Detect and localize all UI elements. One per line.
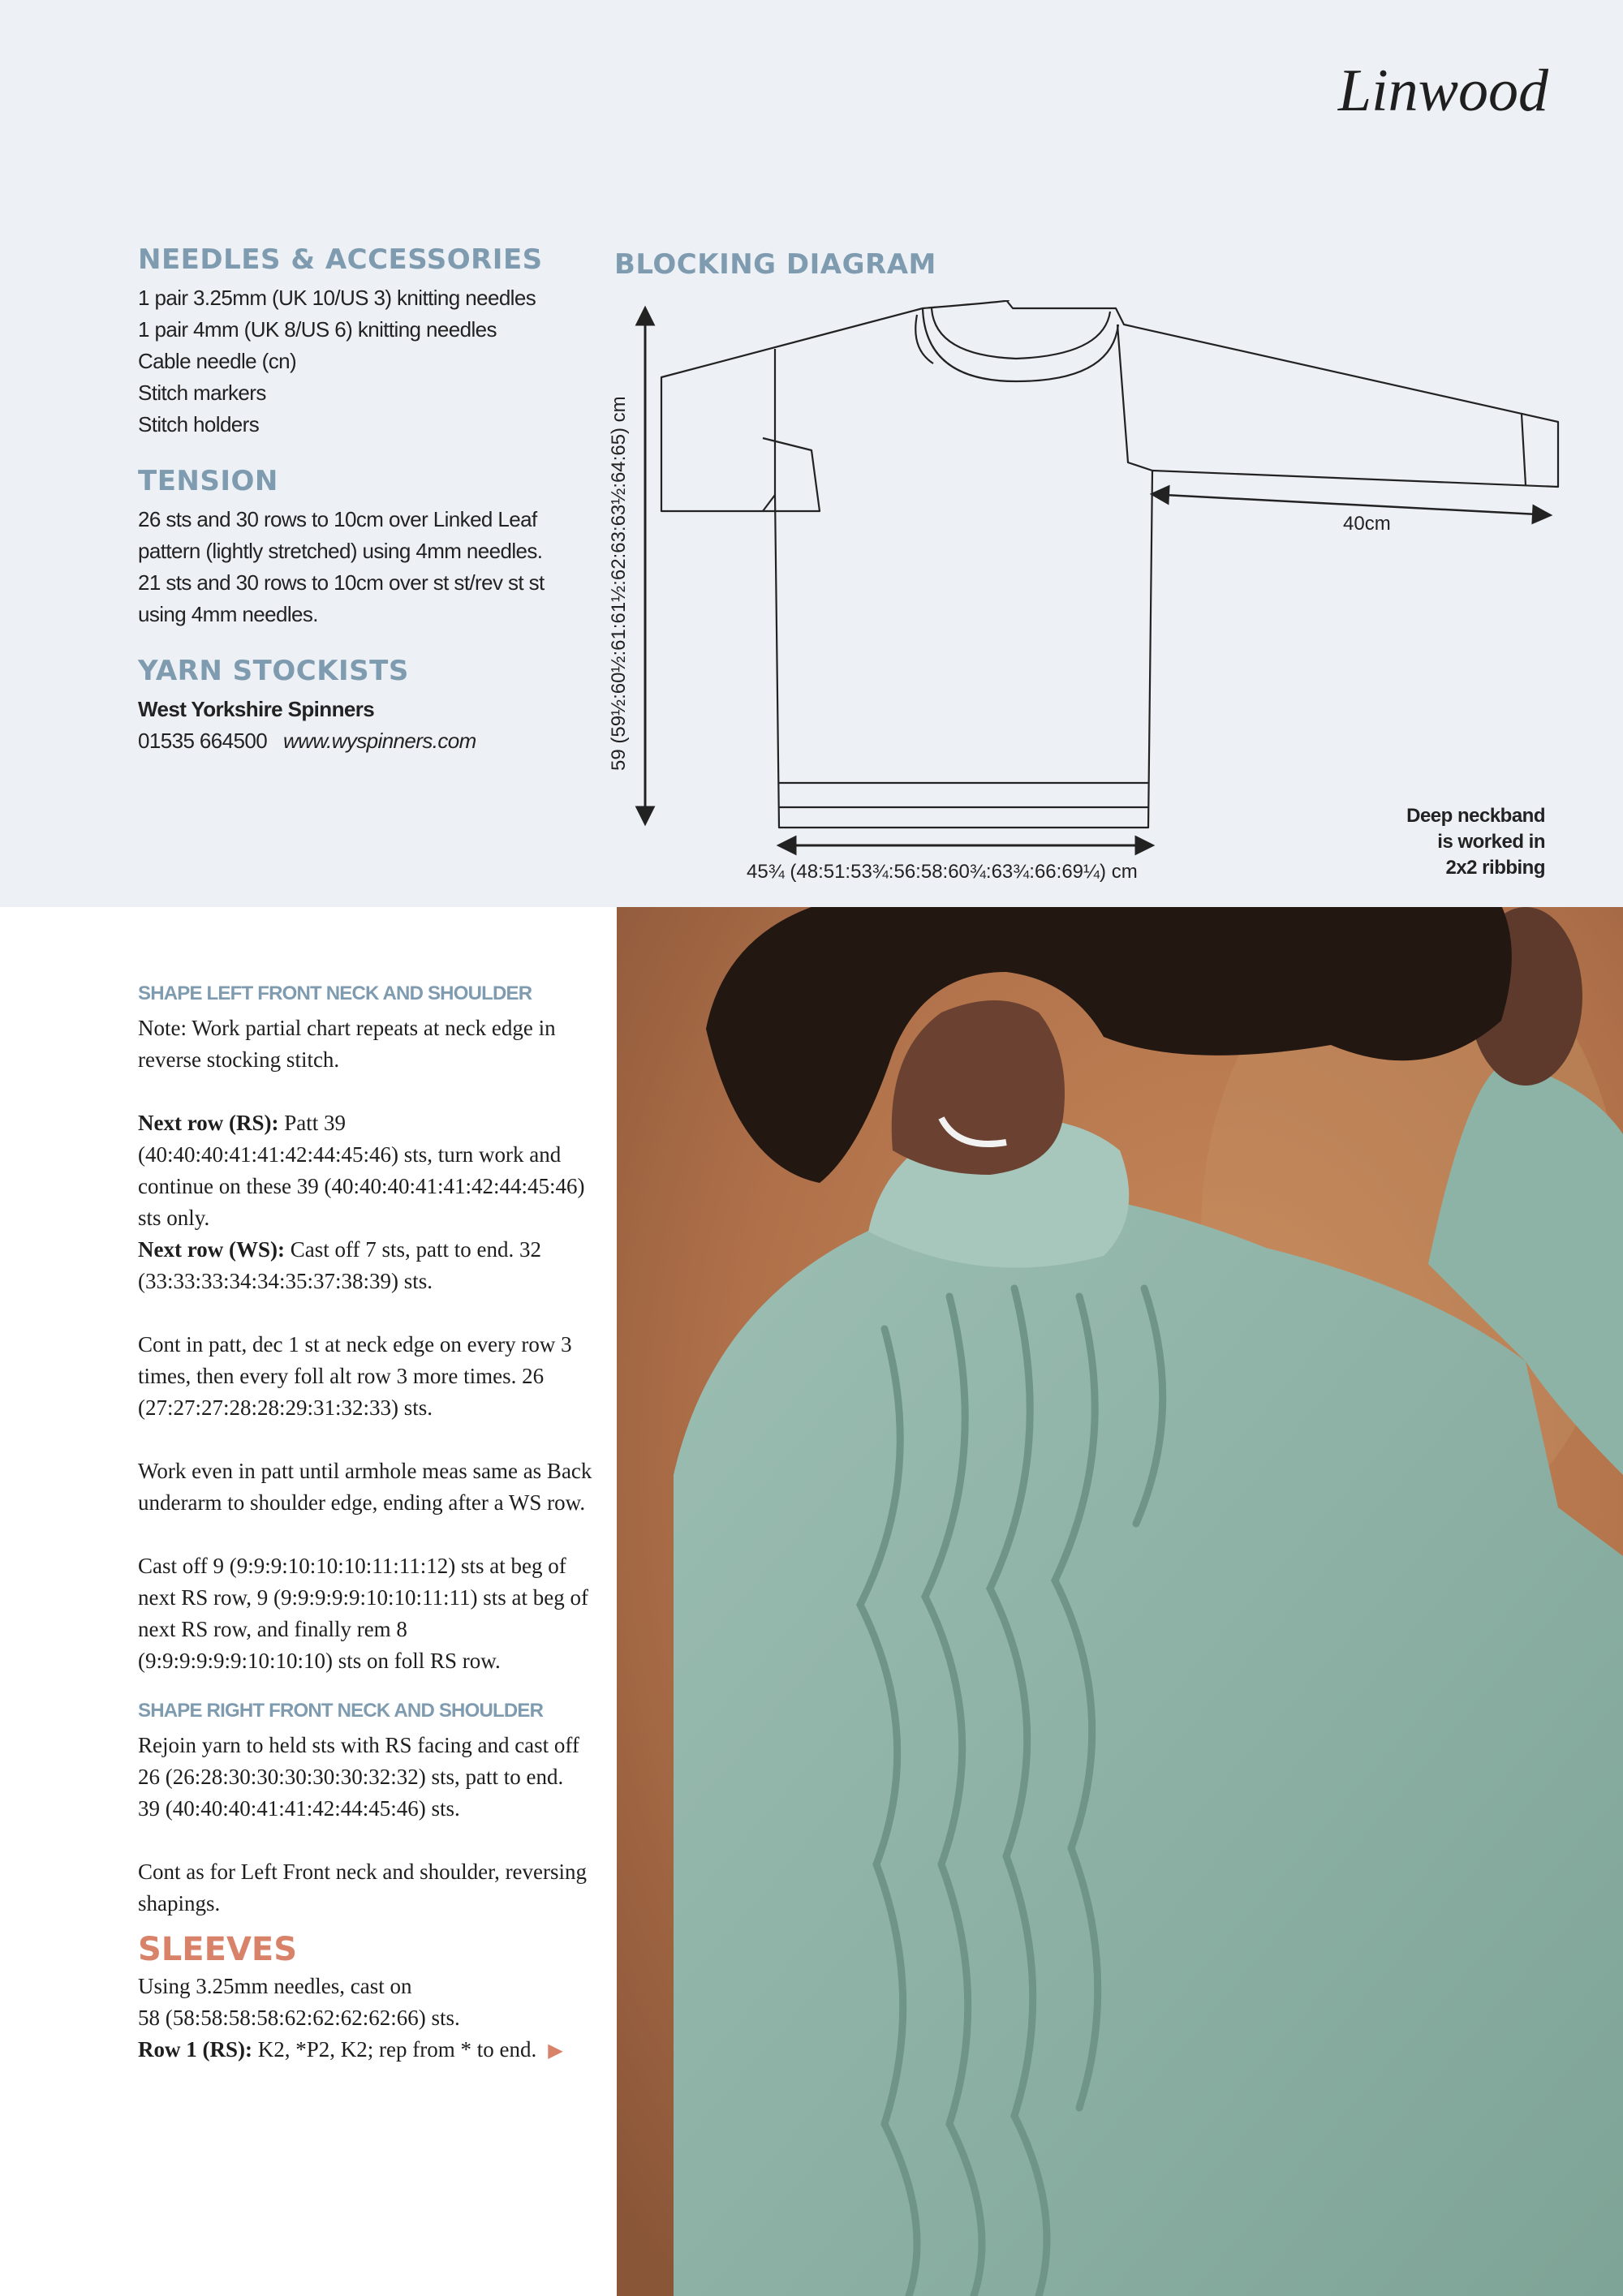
needles-item: Stitch holders: [138, 412, 260, 436]
needles-list: [138, 282, 592, 441]
next-row-rs-text: Patt 39 (40:40:40:41:41:42:44:45:46) sts, turn work and continue on these 39 (40:40:40:41:41:42:44:45:46) sts only.: [138, 1111, 585, 1230]
next-row-ws-text: Cast off 7 sts, patt to end. 32 (33:33:33:34:34:35:37:38:39) sts.: [138, 1237, 541, 1293]
row-1: [138, 2034, 592, 2067]
next-row-rs: [138, 1107, 592, 1234]
row-1-label: Row 1 (RS):: [138, 2037, 252, 2062]
next-row-ws: [138, 1234, 592, 1297]
stockist-contact: [138, 725, 592, 757]
pattern-paragraph: Cont in patt, dec 1 st at neck edge on every row 3 times, then every foll alt row 3 more times. 26 (27:27:27:28:28:29:31:32:33) sts.: [138, 1332, 572, 1420]
next-row-ws-label: Next row (WS):: [138, 1237, 285, 1262]
row-1-text: K2, *P2, K2; rep from * to end.: [252, 2037, 537, 2062]
arrow-head: [637, 308, 653, 325]
sweater-outline: [661, 300, 1558, 828]
neckline-inner: [932, 308, 1110, 359]
info-column: [138, 243, 592, 781]
pattern-paragraph: 39 (40:40:40:41:41:42:44:45:46) sts.: [138, 1796, 460, 1821]
neckband-outline: [923, 308, 1118, 381]
stockist-name: West Yorkshire Spinners: [138, 697, 375, 721]
stockist-phone: 01535 664500: [138, 729, 268, 753]
pattern-paragraph: 58 (58:58:58:58:62:62:62:62:66) sts.: [138, 2006, 460, 2030]
right-armhole: [1117, 325, 1152, 471]
pattern-paragraph: Cast off 9 (9:9:9:10:10:10:11:11:12) sts at beg of next RS row, 9 (9:9:9:9:9:10:10:11:11) sts at beg of next RS row, and finally rem 8 (9:9:9:9:9:9:10:10:10) sts on foll RS row.: [138, 1554, 588, 1673]
pattern-paragraph: Cont as for Left Front neck and shoulder, reversing shapings.: [138, 1860, 588, 1915]
pattern-note: Note: Work partial chart repeats at neck edge in reverse stocking stitch.: [138, 1016, 556, 1072]
left-neck-heading: SHAPE LEFT FRONT NECK AND SHOULDER: [138, 982, 532, 1004]
sweater-body: [661, 300, 1558, 828]
continue-arrow-icon: ▶: [548, 2040, 563, 2062]
neckband-note-line: is worked in: [1437, 831, 1545, 853]
arrow-head: [1136, 837, 1152, 853]
page-title: Linwood: [1337, 58, 1548, 124]
arrow-head: [1152, 487, 1169, 503]
diagram-heading: BLOCKING DIAGRAM: [614, 248, 936, 281]
length-label: 59 (59½:60½:61:61½:62:63:63½:64:65) cm: [608, 396, 630, 771]
neckband-note-line: Deep neckband: [1406, 805, 1545, 827]
needles-item: Stitch markers: [138, 381, 266, 405]
right-neck-heading: SHAPE RIGHT FRONT NECK AND SHOULDER: [138, 1700, 544, 1722]
stockist-web-link[interactable]: www.wyspinners.com: [282, 729, 476, 753]
sleeve-length-label: 40cm: [1343, 513, 1391, 535]
neckband-note: [1406, 803, 1545, 881]
arrow-head: [779, 837, 795, 853]
tension-heading: TENSION: [138, 465, 278, 497]
needles-heading: NEEDLES & ACCESSORIES: [138, 243, 543, 276]
pattern-paragraph: Rejoin yarn to held sts with RS facing and cast off 26 (26:28:30:30:30:30:30:32:32) sts, patt to end.: [138, 1733, 579, 1789]
sleeves-heading: SLEEVES: [138, 1931, 298, 1968]
next-row-rs-label: Next row (RS):: [138, 1111, 279, 1135]
stockists-heading: YARN STOCKISTS: [138, 655, 409, 687]
width-label: 45¾ (48:51:53¾:56:58:60¾:63¾:66:69¼) cm: [747, 861, 1138, 883]
pattern-column: [138, 978, 592, 2067]
sweater: [674, 1191, 1623, 2296]
tension-line: 26 sts and 30 rows to 10cm over Linked Leaf pattern (lightly stretched) using 4mm needles.: [138, 507, 543, 563]
right-cuff: [1522, 414, 1526, 485]
needles-item: 1 pair 3.25mm (UK 10/US 3) knitting needles: [138, 286, 536, 310]
sleeve-arrow-line: [1165, 495, 1538, 514]
needles-item: 1 pair 4mm (UK 8/US 6) knitting needles: [138, 317, 497, 342]
tension-line: 21 sts and 30 rows to 10cm over st st/rev st st using 4mm needles.: [138, 570, 545, 626]
neckband-note-line: 2x2 ribbing: [1445, 857, 1545, 879]
pattern-paragraph: Using 3.25mm needles, cast on: [138, 1974, 412, 1998]
arrow-head: [1533, 506, 1550, 522]
pattern-paragraph: Work even in patt until armhole meas same as Back underarm to shoulder edge, ending after a WS row.: [138, 1459, 592, 1515]
stockists-body: [138, 694, 592, 757]
arrow-head: [637, 807, 653, 823]
needles-item: Cable needle (cn): [138, 349, 297, 373]
tension-body: [138, 504, 592, 630]
model-photo: [617, 907, 1623, 2296]
